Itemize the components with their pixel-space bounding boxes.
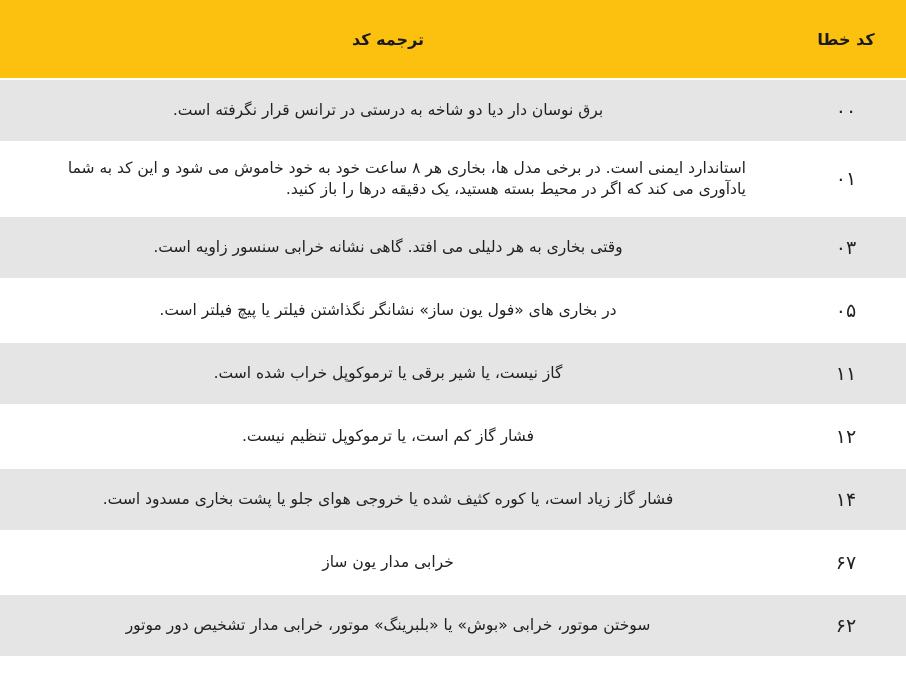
code-cell [786,595,906,656]
code-cell [786,143,906,215]
desc-cell [0,406,786,467]
error-description: گاز نیست، یا شیر برقی یا ترموکوپل خراب شده است. [213,364,563,382]
table-row [0,595,906,658]
table-row [0,532,906,595]
table-row [0,80,906,143]
code-cell [786,406,906,467]
error-code: ۰۰ [835,99,857,122]
table-row [0,343,906,406]
error-description: استاندارد ایمنی است. در برخی مدل ها، بخاری هر ۸ ساعت خود به خود خاموش می شود و این کد به شما یادآوری می کند که اگر در محیط بسته هستید، یک دقیقه درها را باز کنید. [67,159,746,198]
table-row [0,280,906,343]
error-description: سوختن موتور، خرابی «بوش» یا «بلبرینگ» موتور، خرابی مدار تشخیص دور موتور [125,616,651,634]
header-desc-cell [0,0,786,78]
error-description: برق نوسان دار دیا دو شاخه به درستی در ترانس قرار نگرفته است. [172,101,604,119]
code-cell [786,469,906,530]
error-code: ۱۲ [835,425,857,448]
desc-cell [0,143,786,215]
error-code: ۰۱ [835,168,857,190]
desc-cell [0,595,786,656]
error-description: در بخاری های «فول یون ساز» نشانگر نگذاشتن فیلتر یا پیچ فیلتر است. [159,301,617,319]
table-header-row [0,0,906,80]
code-cell [786,80,906,141]
table-row [0,217,906,280]
desc-cell [0,280,786,341]
error-description: فشار گاز کم است، یا ترموکوپل تنظیم نیست. [241,427,535,445]
error-description: وقتی بخاری به هر دلیلی می افتد. گاهی نشانه خرابی سنسور زاویه است. [153,238,623,256]
header-code-cell [786,0,906,78]
error-code: ۶۷ [835,551,857,574]
error-description: فشار گاز زیاد است، یا کوره کثیف شده یا خروجی هوای جلو یا پشت بخاری مسدود است. [102,490,674,508]
desc-cell [0,469,786,530]
code-cell [786,343,906,404]
desc-cell [0,80,786,141]
error-code: ۱۱ [835,362,857,385]
code-cell [786,280,906,341]
table-row [0,406,906,469]
header-code-label: کد خطا [817,29,875,49]
error-code: ۰۵ [835,299,857,322]
error-code: ۱۴ [835,488,857,511]
desc-cell [0,343,786,404]
table-row [0,143,906,217]
header-desc-label: ترجمه کد [351,29,425,49]
code-cell [786,532,906,593]
error-code: ۰۳ [835,236,857,259]
desc-cell [0,532,786,593]
table-row [0,469,906,532]
code-cell [786,217,906,278]
error-description: خرابی مدار یون ساز [322,553,454,571]
error-code: ۶۲ [835,614,857,637]
desc-cell [0,217,786,278]
